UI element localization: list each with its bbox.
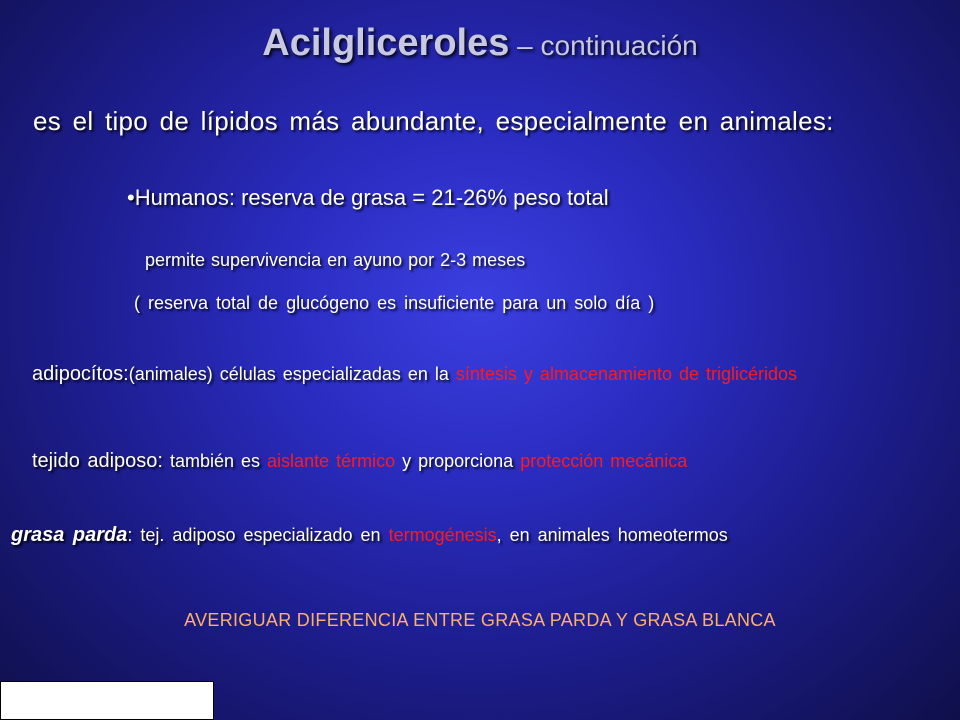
grasa-parda-colon: : (127, 525, 133, 545)
tejido-highlight-1: aislante térmico (267, 451, 396, 471)
adipocitos-term: adipocítos: (32, 363, 129, 385)
title-subtitle: – continuación (509, 30, 698, 61)
adipocitos-paragraph (32, 362, 932, 386)
grasa-parda-term: grasa parda (11, 524, 128, 546)
tejido-highlight-2: protección mecánica (520, 451, 688, 471)
tejido-adiposo-paragraph (32, 450, 687, 473)
adipocitos-text: (animales) células especializadas en la (128, 364, 456, 384)
slide-title (0, 22, 960, 65)
tejido-text-2: y proporciona (395, 451, 521, 471)
adipocitos-highlight: síntesis y almacenamiento de triglicéridos (455, 364, 798, 384)
grasa-parda-paragraph (11, 524, 728, 547)
title-main: Acilgliceroles (262, 22, 510, 64)
grasa-parda-highlight: termogénesis (388, 525, 497, 545)
grasa-parda-text-2: , en animales homeotermos (496, 525, 728, 545)
white-box (0, 681, 214, 720)
supervivencia-text: permite supervivencia en ayuno por 2-3 meses (145, 250, 526, 270)
grasa-parda-text-1: tej. adiposo especializado en (132, 525, 389, 545)
glucogeno-text: ( reserva total de glucógeno es insuficiente para un solo día ) (134, 293, 655, 313)
tejido-text-1: también es (162, 451, 268, 471)
intro-text: es el tipo de lípidos más abundante, especialmente en animales: (33, 106, 834, 136)
averiguar-note: AVERIGUAR DIFERENCIA ENTRE GRASA PARDA Y GRASA BLANCA (184, 610, 776, 630)
tejido-term: tejido adiposo: (32, 450, 163, 472)
bullet-humanos: •Humanos: reserva de grasa = 21-26% peso total (127, 185, 609, 210)
